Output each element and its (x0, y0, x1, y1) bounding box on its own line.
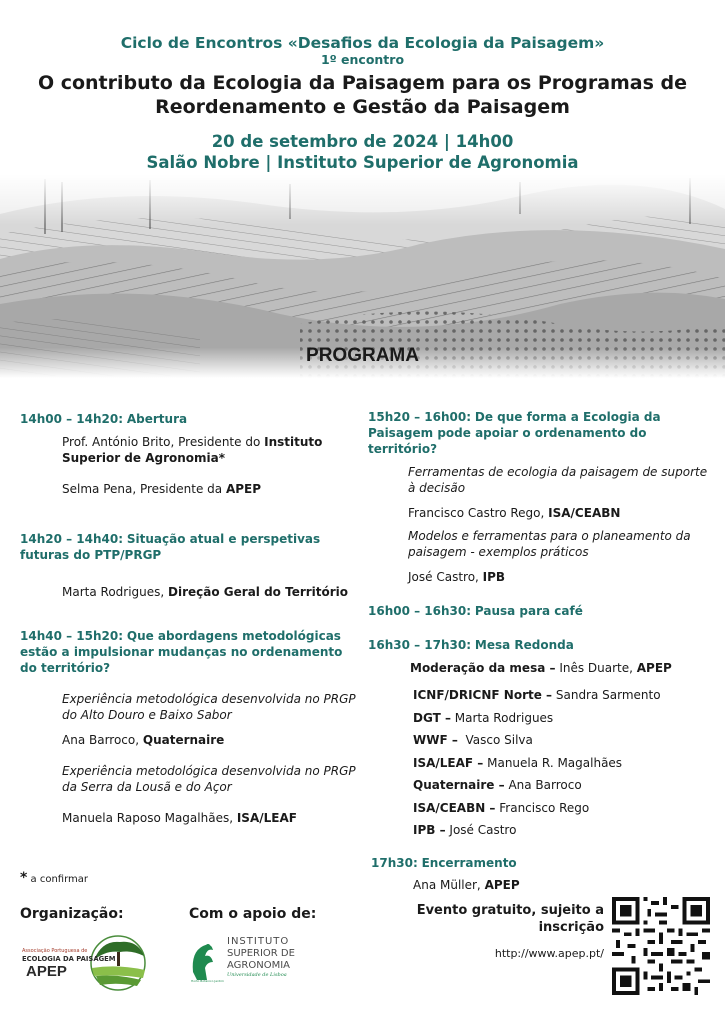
panel-org: Quaternaire – (413, 778, 505, 792)
speaker-name: Manuela Raposo Magalhães, (62, 811, 237, 825)
session-landscape-ecology (368, 409, 713, 585)
speaker-affiliation: Quaternaire (142, 733, 225, 747)
isa-logo-line1: INSTITUTO (227, 936, 290, 947)
session-title: Pausa para café (474, 604, 583, 618)
speaker-name: Selma Pena, Presidente da (62, 482, 226, 496)
session-title: Situação atual e perspetivas futuras do PTP/PRGP (20, 532, 321, 562)
moderator-name: Inês Duarte, (555, 661, 637, 675)
free-event-note: Evento gratuito, sujeito a inscrição (416, 903, 604, 935)
speaker-affiliation: ISA/LEAF (236, 811, 297, 825)
panel-org: IPB – (413, 823, 446, 837)
panel-org: ICNF/DRICNF Norte – (413, 688, 553, 702)
session-title: Mesa Redonda (474, 638, 574, 652)
panel-org: ISA/LEAF – (413, 755, 484, 770)
speaker-name: Prof. António Brito, Presidente do (62, 435, 265, 449)
session-time: 16h30 – 17h30: (368, 638, 472, 652)
talk-title: Ferramentas de ecologia da paisagem de suporte à decisão (408, 465, 708, 495)
panel-org: WWF – (413, 733, 458, 747)
talk-title: Modelos e ferramentas para o planeamento da paisagem - exemplos práticos (408, 529, 691, 559)
panel-name: Sandra Sarmento (552, 688, 661, 702)
session-time: 17h30: (371, 856, 418, 870)
session-closing (368, 855, 713, 893)
speaker-affiliation: Instituto Superior de Agronomia* (62, 435, 323, 465)
event-venue: Salão Nobre | Instituto Superior de Agronomia (146, 153, 579, 172)
talk-title: Experiência metodológica desenvolvida no PRGP do Alto Douro e Baixo Sabor (62, 692, 356, 722)
speaker-name: Ana Müller, (413, 878, 485, 892)
registration-link[interactable]: http://www.apep.pt/ (494, 947, 604, 960)
panel-org: DGT – (413, 710, 451, 725)
session-opening (20, 411, 360, 497)
isa-logo (189, 932, 314, 984)
session-time: 14h20 – 14h40: (20, 532, 124, 546)
session-title: Abertura (126, 412, 188, 426)
support-label: Com o apoio de: (189, 906, 317, 922)
isa-logo-line2: SUPERIOR DE (227, 948, 295, 959)
apep-logo (20, 930, 148, 994)
panel-name: Ana Barroco (504, 778, 582, 792)
panel-org: ISA/CEABN – (413, 800, 496, 815)
panel-member (413, 755, 713, 771)
speaker-name: Marta Rodrigues, (62, 585, 169, 599)
session-time: 14h00 – 14h20: (20, 412, 124, 426)
panel-name: José Castro (445, 823, 517, 837)
event-title (0, 71, 725, 119)
event-date: 20 de setembro de 2024 | 14h00 (211, 132, 514, 151)
program-heading: PROGRAMA (306, 345, 419, 366)
panel-member (413, 710, 713, 726)
apep-logo-line2: ECOLOGIA DA PAISAGEM (22, 955, 116, 963)
apep-logo-arc-text: Associação Portuguesa de (22, 948, 88, 954)
event-title-line2: Reordenamento e Gestão da Paisagem (155, 96, 570, 118)
footnote-star: * (20, 870, 28, 886)
session-title: Encerramento (421, 856, 517, 870)
session-round-table (368, 637, 713, 838)
session-time: 15h20 – 16h00: (368, 410, 472, 424)
moderator-label: Moderação da mesa – (410, 661, 556, 675)
panel-member (413, 800, 713, 816)
speaker-name: Francisco Castro Rego, (408, 506, 549, 520)
speaker-affiliation: APEP (484, 878, 520, 892)
isa-logo-side-text: Horto Botânico Jardim (191, 979, 224, 983)
event-title-line1: O contributo da Ecologia da Paisagem para os Programas de (37, 72, 688, 94)
speaker-affiliation: ISA/CEABN (548, 506, 621, 520)
session-methodologies (20, 628, 360, 826)
panel-list (368, 687, 713, 838)
session-current-situation (20, 531, 360, 600)
panel-member (413, 732, 713, 748)
program-left-column (20, 411, 360, 826)
speaker-name: Ana Barroco, (62, 733, 143, 747)
series-title: Ciclo de Encontros «Desafios da Ecologia da Paisagem» (120, 34, 605, 52)
panel-name: Manuela R. Magalhães (483, 755, 623, 770)
session-title: De que forma a Ecologia da Paisagem pode apoiar o ordenamento do território? (368, 410, 661, 456)
speaker-name: José Castro, (408, 570, 483, 584)
qr-code[interactable] (612, 897, 710, 995)
isa-logo-line4: Universidade de Lisboa (227, 972, 287, 978)
speaker-affiliation: APEP (225, 482, 262, 496)
panel-name: Vasco Silva (457, 733, 533, 747)
session-time: 14h40 – 15h20: (20, 629, 124, 643)
organization-label: Organização: (20, 906, 124, 922)
session-coffee-break (368, 603, 713, 619)
session-time: 16h00 – 16h30: (368, 604, 472, 618)
panel-name: Marta Rodrigues (450, 710, 554, 725)
isa-logo-line3: AGRONOMIA (227, 960, 291, 971)
footnote (20, 870, 88, 886)
session-title: Que abordagens metodológicas estão a impulsionar mudanças no ordenamento do território? (20, 629, 343, 675)
panel-member (413, 822, 713, 838)
speaker-affiliation: Direção Geral do Território (168, 585, 349, 599)
footnote-text: a confirmar (30, 874, 88, 885)
panel-member (413, 777, 713, 793)
panel-member (413, 687, 713, 703)
apep-logo-abbr: APEP (26, 963, 67, 980)
meeting-number: 1º encontro (320, 52, 405, 67)
panel-name: Francisco Rego (495, 800, 590, 815)
program-right-column (368, 409, 713, 893)
talk-title: Experiência metodológica desenvolvida no PRGP da Serra da Lousã e do Açor (62, 764, 356, 794)
moderator-affiliation: APEP (636, 661, 672, 675)
speaker-affiliation: IPB (482, 570, 506, 584)
